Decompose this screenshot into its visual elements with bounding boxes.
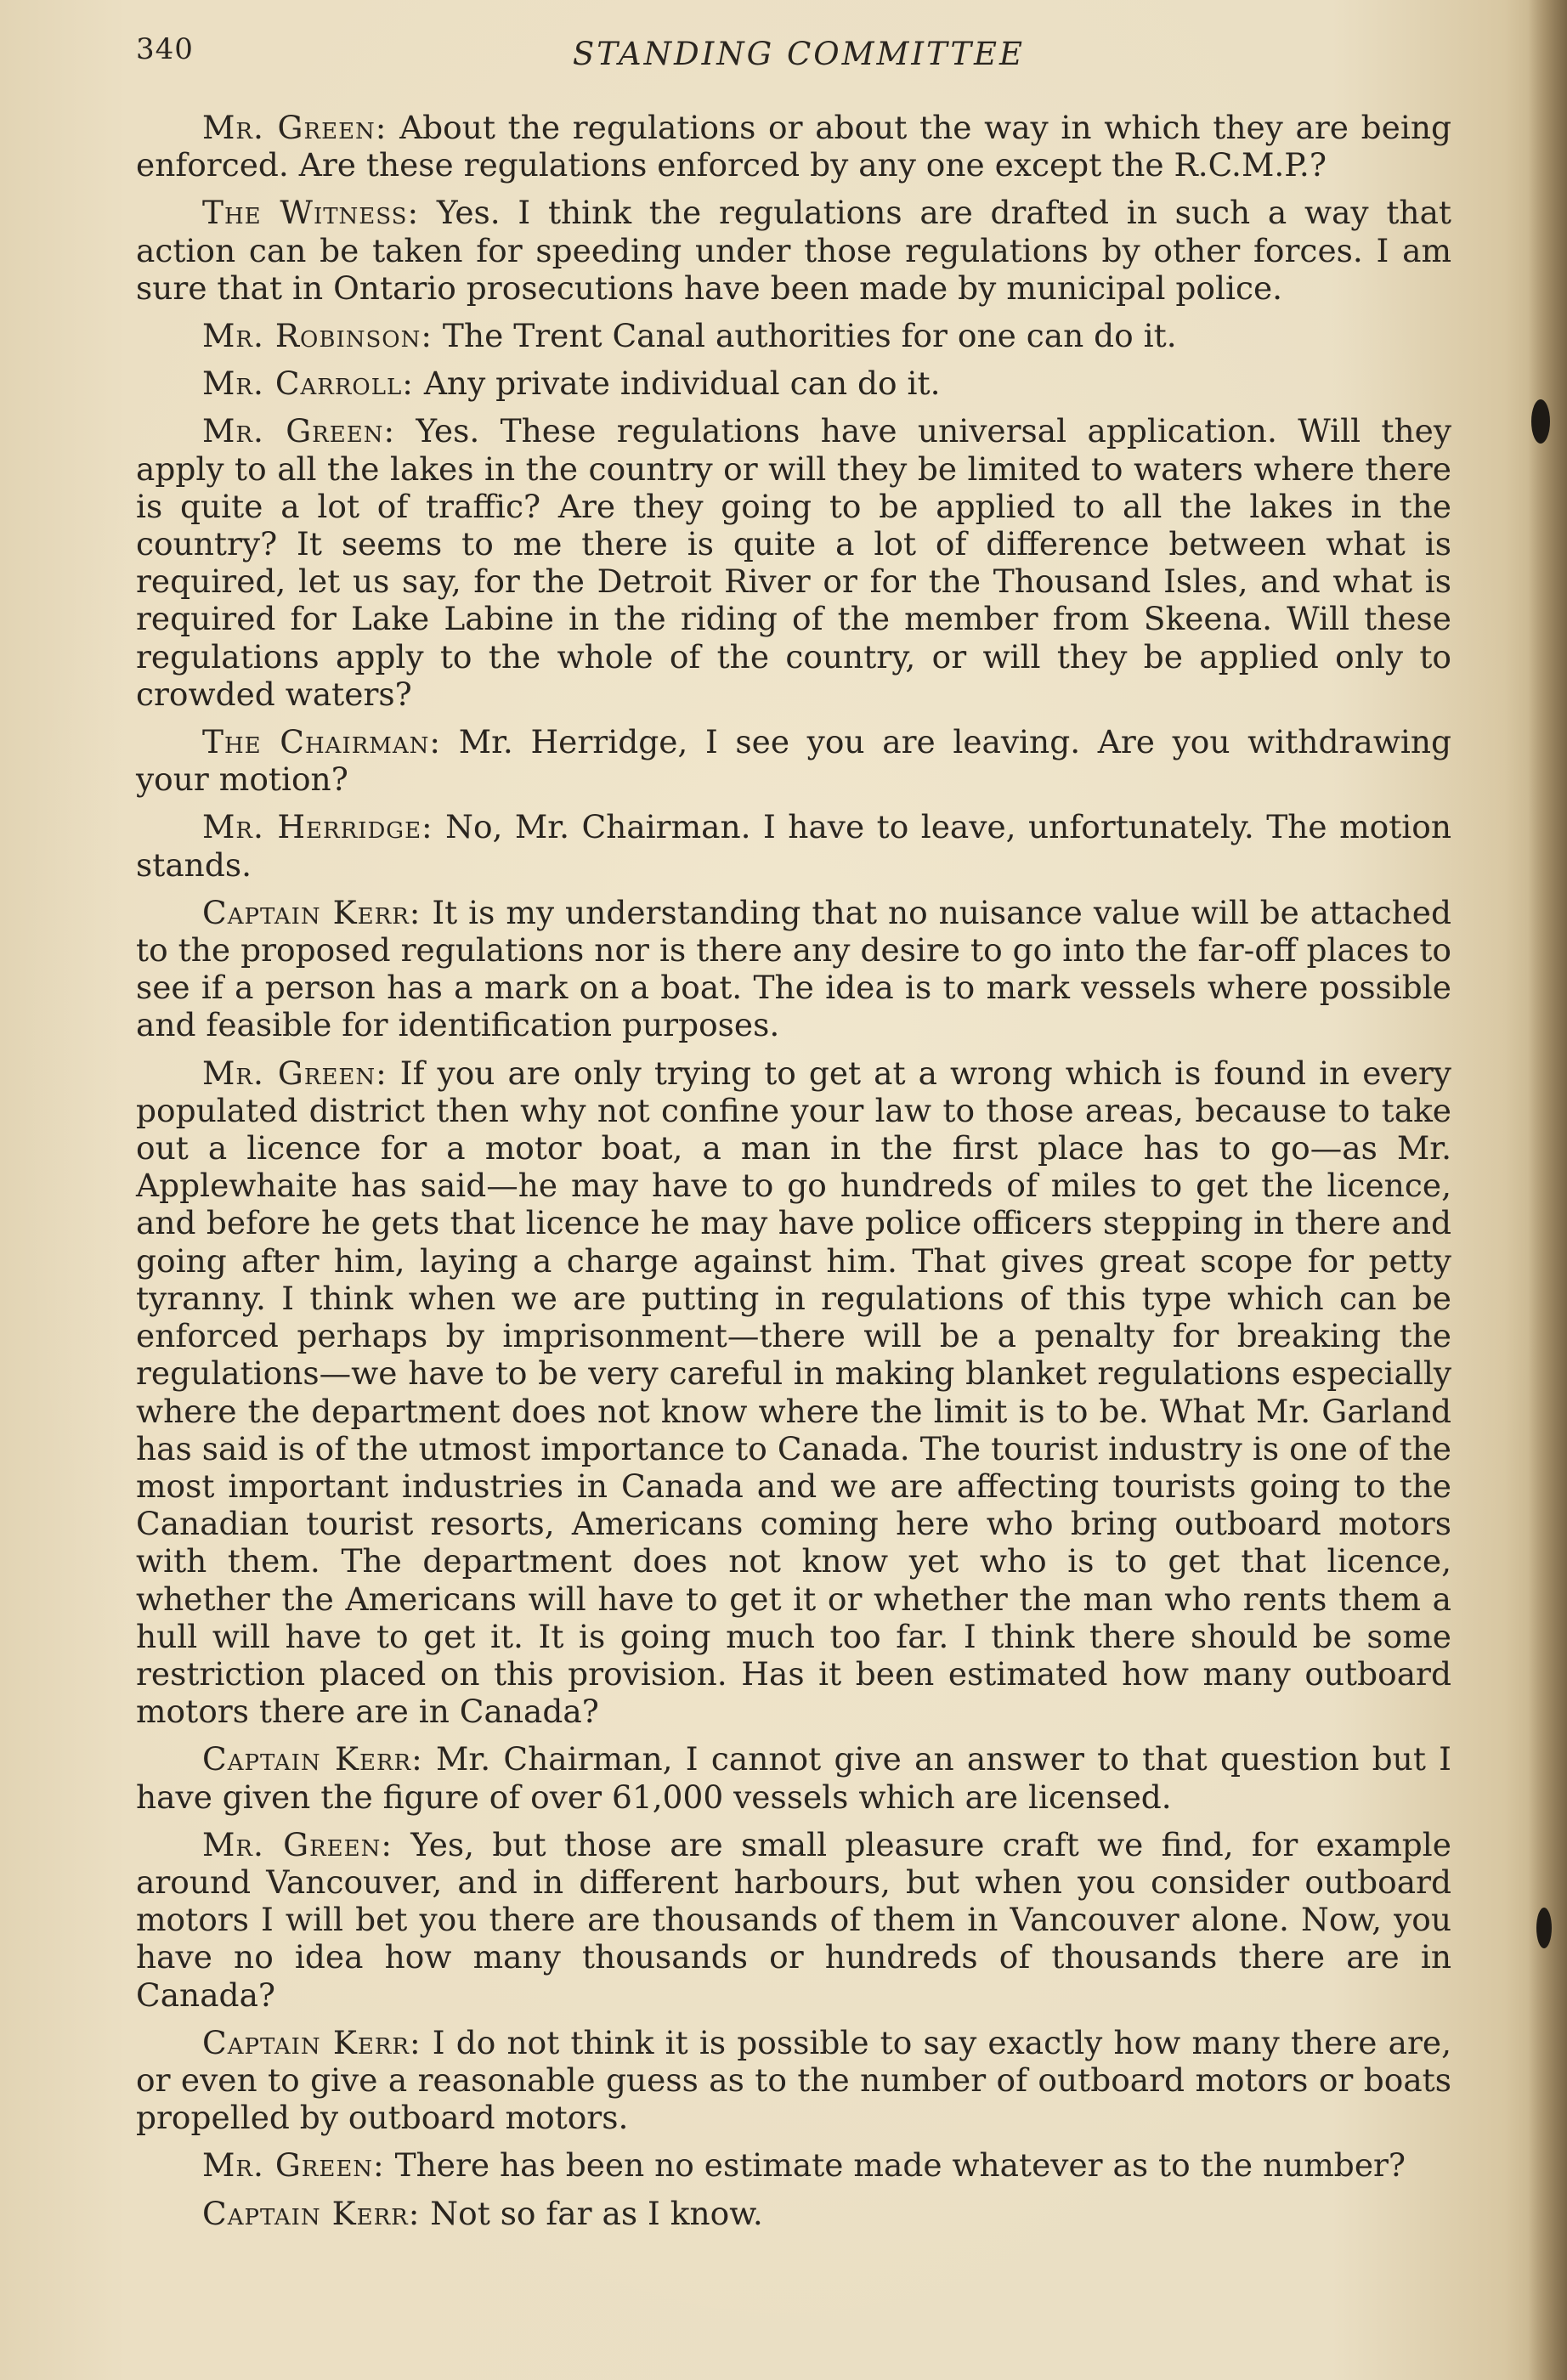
transcript-paragraph: [136, 2024, 1451, 2137]
speech-text: Yes, but those are small pleasure craft we find, for example around Vancouver, and in different harbours, but when you consider outboard motors I will bet you there are thousands of them in Vancouver alone. Now, you have no idea how many thousands or hundreds of thousands there are in Canada?: [136, 1825, 1451, 2014]
speaker-name: Mr. Green:: [202, 412, 396, 450]
speech-text: Not so far as I know.: [420, 2194, 763, 2232]
transcript-paragraph: [136, 2146, 1451, 2184]
transcript-paragraph: [136, 412, 1451, 713]
transcript-paragraph: [136, 2195, 1451, 2232]
speech-text: It is my understanding that no nuisance value will be attached to the proposed regulations nor is there any desire to go into the far-off places to see if a person has a mark on a boat. The idea is to mark vessels where possible and feasible for identification purposes.: [136, 893, 1451, 1044]
page-number: 340: [136, 32, 194, 66]
speech-text: No, Mr. Chairman. I have to leave, unfortunately. The motion stands.: [136, 808, 1451, 884]
transcript-paragraph: [136, 109, 1451, 184]
speech-text: There has been no estimate made whatever as to the number?: [384, 2146, 1406, 2185]
speech-text: Mr. Herridge, I see you are leaving. Are you withdrawing your motion?: [136, 723, 1451, 799]
speech-text: The Trent Canal authorities for one can do it.: [433, 317, 1177, 355]
speaker-name: Mr. Green:: [202, 2146, 385, 2185]
speaker-name: Mr. Green:: [202, 109, 388, 146]
transcript-paragraph: [136, 365, 1451, 402]
transcript-paragraph: [136, 1826, 1451, 2014]
ink-blot-mark: [1531, 399, 1550, 444]
speech-text: If you are only trying to get at a wrong which is found in every populated district then why not confine your law to those areas, because to take out a licence for a motor boat, a man in the first place has to go—as Mr. Applewhaite has said—he may have to go hundreds of miles to get the licence, and before he gets that licence he may have police officers stepping in there and going after him, laying a charge against him. That gives great scope for petty tyranny. I think when we are putting in regulations of this type which can be enforced perhaps by imprisonment—there will be a penalty for breaking the regulations—we have to be very careful in making blanket regulations especially where the department does not know where the limit is to be. What Mr. Garland has said is of the utmost importance to Canada. The tourist industry is one of the most important industries in Canada and we are affecting tourists going to the Canadian tourist resorts, Americans coming here who bring outboard motors with them. The department does not know yet who is to get that licence, whether the Americans will have to get it or whether the man who rents them a hull will have to get it. It is going much too far. I think there should be some restriction placed on this provision. Has it been estimated how many outboard motors there are in Canada?: [136, 1054, 1451, 1731]
speaker-name: Captain Kerr:: [202, 893, 421, 931]
speaker-name: Mr. Green:: [202, 1825, 393, 1863]
transcript-paragraph: [136, 194, 1451, 307]
speech-text: I do not think it is possible to say exactly how many there are, or even to give a reasonable guess as to the number of outboard motors or boats propelled by outboard motors.: [136, 2023, 1451, 2137]
speaker-name: Captain Kerr:: [202, 2194, 421, 2232]
speech-text: Any private individual can do it.: [413, 365, 941, 403]
running-head: STANDING COMMITTEE: [572, 36, 1026, 72]
transcript-paragraph: [136, 317, 1451, 354]
speaker-name: Captain Kerr:: [202, 2023, 421, 2061]
speech-text: Yes. These regulations have universal application. Will they apply to all the lakes in the country or will they be limited to waters where there is quite a lot of traffic? Are they going to be applied to all the lakes in the country? It seems to me there is quite a lot of difference between what is required, let us say, for the Detroit River or for the Thousand Isles, and what is required for Lake Labine in the riding of the member from Skeena. Will these regulations apply to the whole of the country, or will they be applied only to crowded waters?: [136, 412, 1451, 713]
page-edge-shadow: [1528, 0, 1567, 2380]
transcript-paragraph: [136, 1740, 1451, 1815]
transcript-paragraph: [136, 1054, 1451, 1731]
speaker-name: Mr. Robinson:: [202, 317, 433, 355]
speech-text: Yes. I think the regulations are drafted in such a way that action can be taken for speeding under those regulations by other forces. I am sure that in Ontario prosecutions have been made by municipal police.: [136, 194, 1451, 307]
ink-blot-mark: [1536, 1908, 1552, 1948]
speaker-name: Mr. Carroll:: [202, 365, 414, 403]
transcript-body: [136, 109, 1451, 2242]
speaker-name: The Chairman:: [202, 723, 442, 761]
speaker-name: Mr. Green:: [202, 1054, 388, 1092]
speech-text: Mr. Chairman, I cannot give an answer to that question but I have given the figure of over 61,000 vessels which are licensed.: [136, 1740, 1451, 1816]
transcript-paragraph: [136, 808, 1451, 883]
transcript-paragraph: [136, 723, 1451, 798]
transcript-paragraph: [136, 894, 1451, 1044]
speaker-name: The Witness:: [202, 194, 420, 232]
speaker-name: Mr. Herridge:: [202, 808, 433, 846]
speech-text: About the regulations or about the way in which they are being enforced. Are these regulations enforced by any one except the R.C.M.P.?: [136, 109, 1451, 184]
page-header: [136, 32, 1462, 75]
speaker-name: Captain Kerr:: [202, 1740, 423, 1778]
